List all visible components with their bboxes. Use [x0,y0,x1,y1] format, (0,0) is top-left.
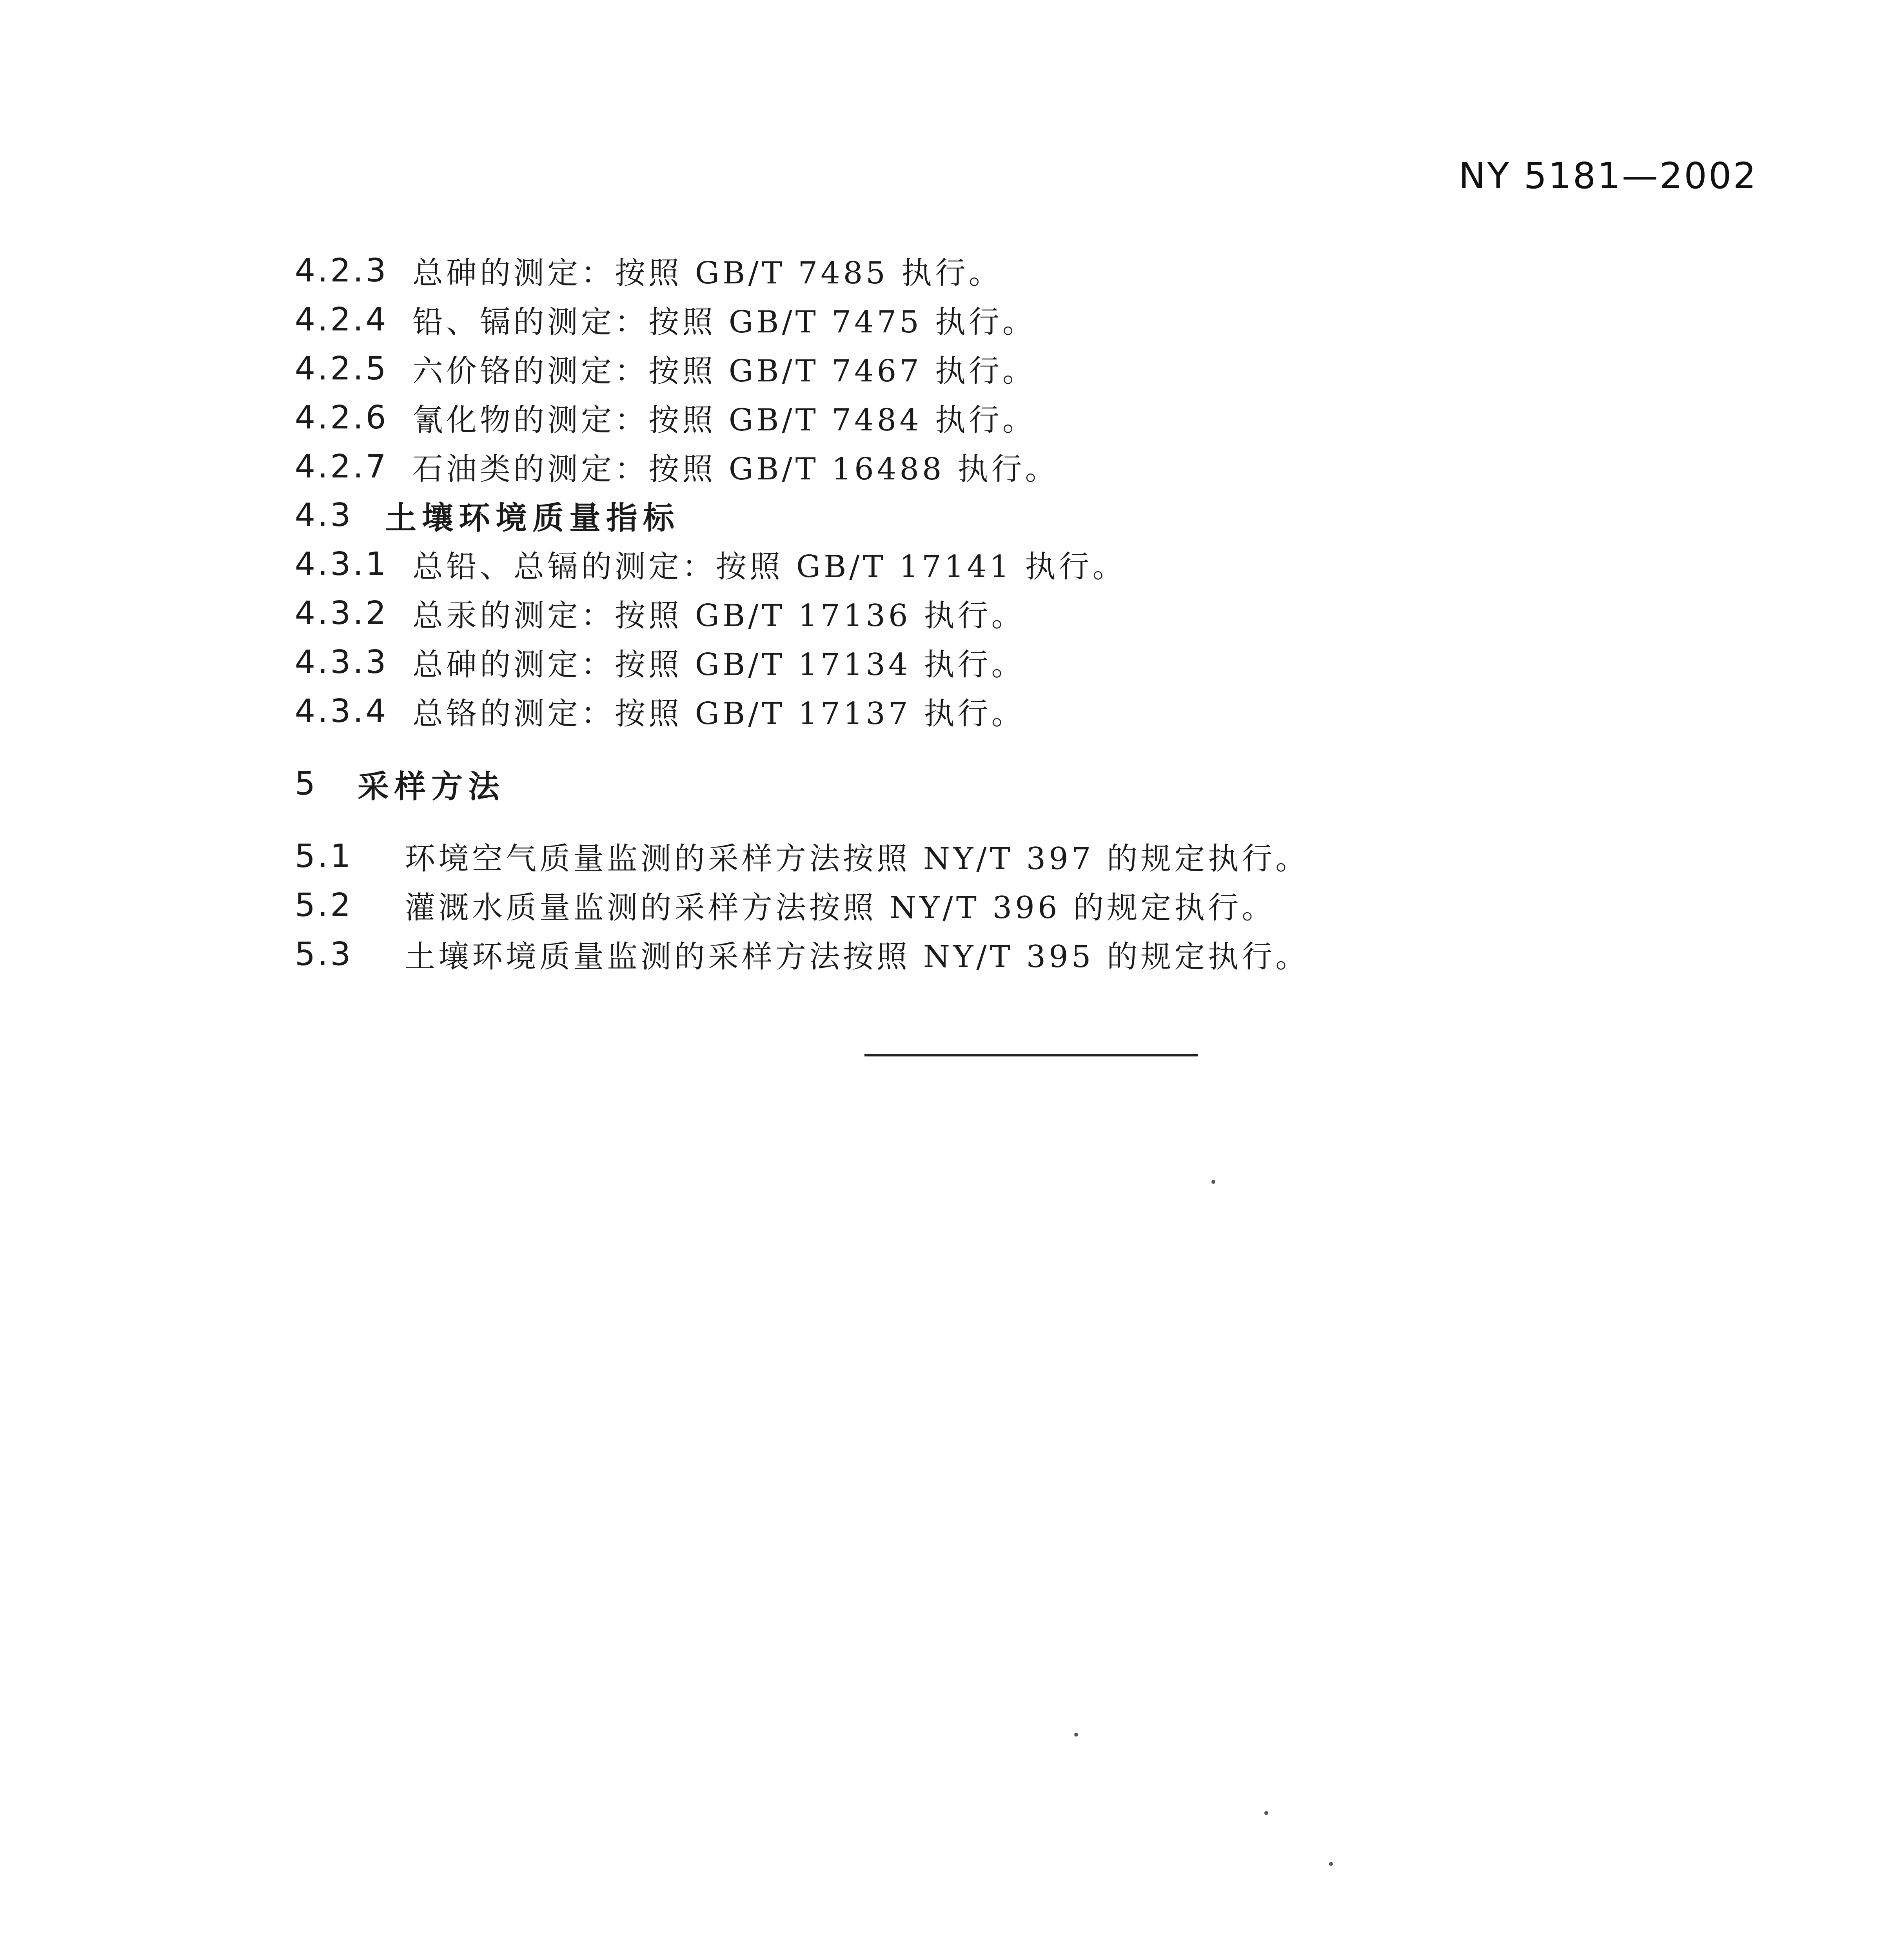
clause-text: 总汞的测定：按照 GB/T 17136 执行。 [412,598,1025,633]
clause-text: 铅、镉的测定：按照 GB/T 7475 执行。 [412,305,1036,340]
clause-number: 4.2.6 [295,399,389,436]
clause-number: 5.1 [295,837,353,875]
clause-item [295,591,1025,635]
clause-item [295,689,1025,733]
clause-number: 4.2.3 [295,252,389,289]
clause-item [295,932,1309,976]
clause-number: 5.2 [295,886,353,924]
clause-item [295,640,1025,684]
clause-item [295,834,1309,878]
clause-item [295,249,1002,292]
clause-item [295,298,1036,341]
clause-item [295,347,1036,390]
clause-text: 总铬的测定：按照 GB/T 17137 执行。 [412,696,1025,731]
document-code: NY 5181—2002 [1458,155,1758,197]
end-of-document-rule [864,1054,1198,1056]
section-number: 5 [295,765,318,802]
clause-item [295,396,1036,439]
subsection-title: 土壤环境质量指标 [385,499,680,536]
section-title: 采样方法 [358,768,505,805]
clause-text: 总铅、总镉的测定：按照 GB/T 17141 执行。 [412,549,1126,584]
clause-text: 总砷的测定：按照 GB/T 17134 执行。 [412,647,1025,682]
section-heading [295,762,505,806]
clause-number: 4.3.1 [295,545,389,583]
scan-speck [1264,1811,1268,1815]
scan-speck [1074,1733,1078,1737]
clause-item [295,883,1275,927]
clause-text: 环境空气质量监测的采样方法按照 NY/T 397 的规定执行。 [405,841,1309,877]
clause-number: 4.2.7 [295,448,389,485]
scan-speck [1329,1862,1333,1866]
clause-number: 4.3.4 [295,692,389,730]
subsection-heading [295,493,680,537]
clause-number: 4.3.3 [295,643,389,681]
clause-text: 石油类的测定：按照 GB/T 16488 执行。 [412,452,1059,487]
clause-number: 4.3.2 [295,594,389,632]
clause-text: 氰化物的测定：按照 GB/T 7484 执行。 [412,403,1036,438]
clause-item [295,542,1126,586]
subsection-number: 4.3 [295,496,353,534]
clause-text: 总砷的测定：按照 GB/T 7485 执行。 [412,256,1002,291]
clause-number: 4.2.4 [295,301,389,338]
clause-item [295,445,1059,488]
clause-number: 4.2.5 [295,350,389,387]
clause-text: 六价铬的测定：按照 GB/T 7467 执行。 [412,354,1036,389]
clause-text: 灌溉水质量监测的采样方法按照 NY/T 396 的规定执行。 [405,890,1276,926]
clause-number: 5.3 [295,935,353,973]
scan-speck [1211,1180,1215,1184]
clause-text: 土壤环境质量监测的采样方法按照 NY/T 395 的规定执行。 [405,939,1309,975]
